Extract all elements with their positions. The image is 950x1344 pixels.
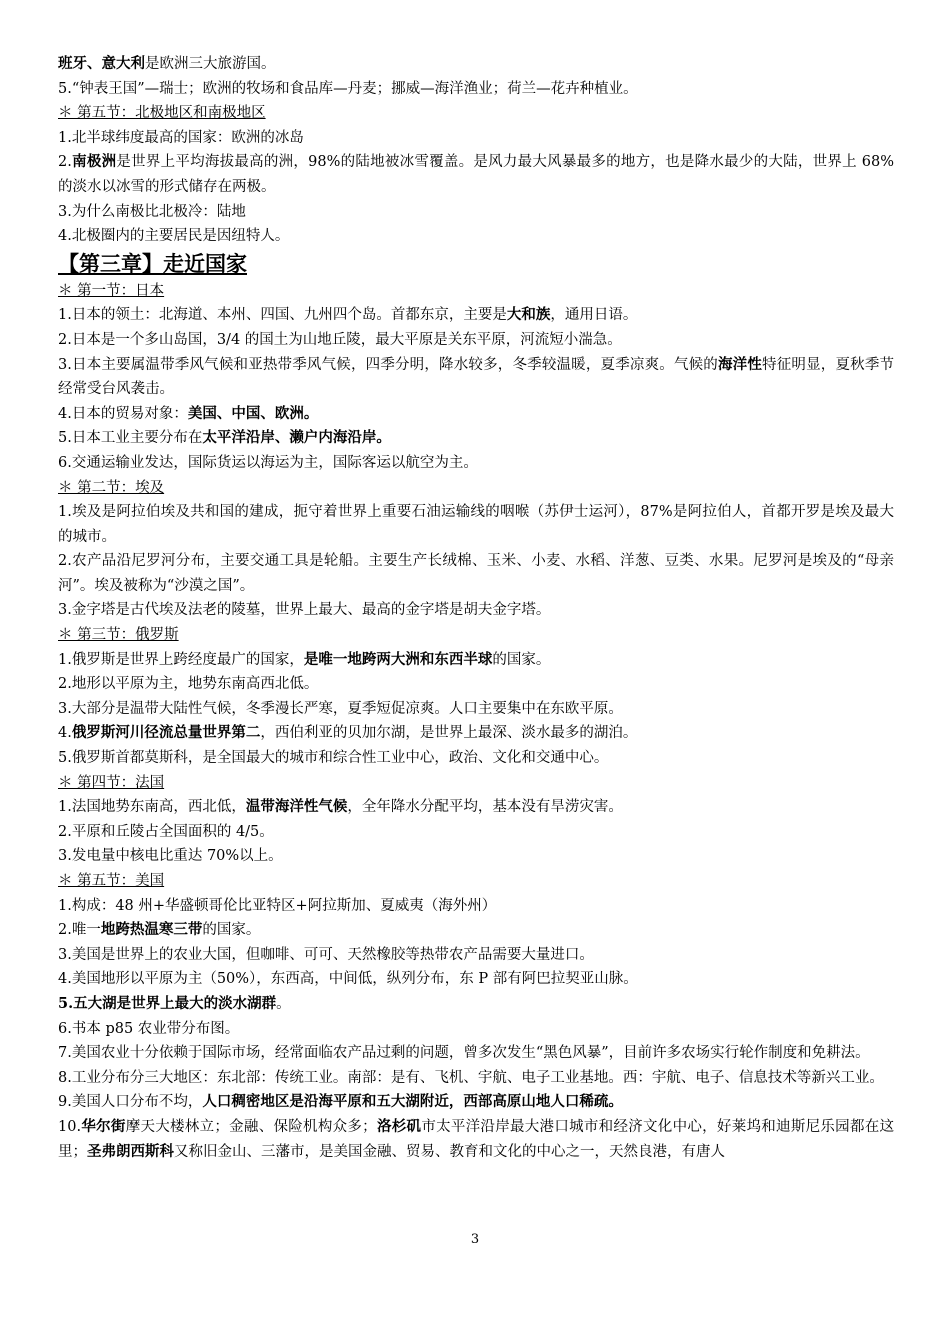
text-line xyxy=(58,224,894,249)
text-segment: 8.工业分布分三大地区：东北部：传统工业。南部：是有、飞机、宇航、电子工业基地。西：宇航、电子、信息技术等新兴工业。 xyxy=(58,1069,884,1086)
text-segment: 【第三章】走近国家 xyxy=(58,251,247,276)
bold-text: 地跨热温寒三带 xyxy=(100,921,203,939)
text-segment: 市太平洋沿岸最大港口城市和经济文化中心，好莱坞和迪斯尼乐园都在这里； xyxy=(58,1118,895,1160)
text-line xyxy=(58,402,894,427)
text-segment: 5.日本工业主要分布在 xyxy=(58,430,203,447)
text-segment: 1.日本的领土：北海道、本州、四国、九州四个岛。首都东京，主要是 xyxy=(58,307,507,324)
text-segment: 3.美国是世界上的农业大国，但咖啡、可可、天然橡胶等热带农产品需要大量进口。 xyxy=(58,946,594,963)
text-line xyxy=(58,943,894,968)
text-line xyxy=(58,918,894,943)
text-segment: ＊ 第一节：日本 xyxy=(58,282,165,299)
text-segment: 1.法国地势东南高，西北低， xyxy=(58,799,246,816)
text-segment: ，全年降水分配平均，基本没有旱涝灾害。 xyxy=(347,799,623,816)
paragraph xyxy=(58,500,894,549)
text-line xyxy=(58,328,894,353)
section-heading xyxy=(58,279,894,304)
text-segment: ，西伯利亚的贝加尔湖，是世界上最深、淡水最多的湖泊。 xyxy=(260,725,638,742)
text-segment: 2.农产品沿尼罗河分布，主要交通工具是轮船。主要生产长绒棉、玉米、小麦、水稻、洋葱、豆类、水果。尼罗河是埃及的“母亲河”。埃及被称为“沙漠之国”。 xyxy=(58,553,894,594)
text-line xyxy=(58,426,894,451)
text-line xyxy=(58,77,894,102)
text-segment: 4. xyxy=(58,725,72,742)
text-segment: ＊ 第四节：法国 xyxy=(58,774,165,791)
text-segment: 的国家。 xyxy=(202,922,261,939)
text-line xyxy=(58,598,894,623)
text-segment: ＊ 第二节：埃及 xyxy=(58,479,165,496)
chapter-heading xyxy=(58,249,894,279)
text-segment: 9.美国人口分布不均， xyxy=(58,1094,203,1111)
bold-text: 太平洋沿岸、濑户内海沿岸。 xyxy=(202,429,391,447)
bold-text: 洛杉矶 xyxy=(376,1117,422,1135)
text-line xyxy=(58,52,894,77)
text-segment: 5.俄罗斯首都莫斯科，是全国最大的城市和综合性工业中心，政治、文化和交通中心。 xyxy=(58,750,609,767)
text-line xyxy=(58,795,894,820)
text-segment: 6.书本 p85 农业带分布图。 xyxy=(58,1020,240,1037)
text-segment: 摩天大楼林立；金融、保险机构众多； xyxy=(125,1118,377,1135)
text-segment: 又称旧金山、三藩市，是美国金融、贸易、教育和文化的中心之一，天然良港，有唐人 xyxy=(174,1143,725,1160)
text-segment: 是欧洲三大旅游国。 xyxy=(145,56,276,72)
bold-text: 圣弗朗西斯科 xyxy=(87,1142,174,1160)
text-segment: 。 xyxy=(276,995,291,1012)
paragraph xyxy=(58,1066,894,1091)
bold-text: 俄罗斯河川径流总量世界第二 xyxy=(71,724,261,742)
text-segment: ＊ 第三节：俄罗斯 xyxy=(58,627,179,644)
text-segment: 特征明显，夏秋季节经常受台风袭击。 xyxy=(58,356,894,398)
text-segment: 5.“钟表王国”—瑞士；欧洲的牧场和食品库—丹麦；挪威—海洋渔业；荷兰—花卉种植业。 xyxy=(58,80,638,97)
text-segment: 6.交通运输业发达，国际货运以海运为主，国际客运以航空为主。 xyxy=(58,454,478,471)
bold-text: 是唯一地跨两大洲和东西半球 xyxy=(303,650,493,668)
text-segment: 2.平原和丘陵占全国面积的 4/5。 xyxy=(58,823,274,840)
text-line xyxy=(58,992,894,1017)
paragraph xyxy=(58,353,894,402)
text-line xyxy=(58,844,894,869)
paragraph xyxy=(58,1041,894,1066)
document-page xyxy=(58,52,894,1164)
bold-text: 温带海洋性气候 xyxy=(245,798,348,816)
text-segment: 4.美国地形以平原为主（50%），东西高，中间低，纵列分布，东 P 部有阿巴拉契亚山脉。 xyxy=(58,971,638,988)
text-segment: 3.大部分是温带大陆性气候，冬季漫长严寒，夏季短促凉爽。人口主要集中在东欧平原。 xyxy=(58,700,623,717)
text-segment: 3.金字塔是古代埃及法老的陵墓，世界上最大、最高的金字塔是胡夫金字塔。 xyxy=(58,602,551,619)
page-number: 3 xyxy=(470,1232,480,1247)
text-segment: ＊ 第五节：美国 xyxy=(58,873,165,889)
text-segment: 4.日本的贸易对象： xyxy=(58,405,188,422)
text-line xyxy=(58,451,894,476)
text-segment: ，通用日语。 xyxy=(550,307,638,324)
text-line xyxy=(58,126,894,151)
text-segment: 1.俄罗斯是世界上跨经度最广的国家， xyxy=(58,651,304,668)
section-heading xyxy=(58,623,894,648)
text-line xyxy=(58,648,894,673)
text-segment: 是世界上平均海拔最高的洲，98%的陆地被冰雪覆盖。是风力最大风暴最多的地方，也是降水最少的大陆，世界上 68%的淡水以冰雪的形式储存在两极。 xyxy=(58,154,895,195)
bold-text: 大和族 xyxy=(506,306,551,324)
text-segment: 3.日本主要属温带季风气候和亚热带季风气候，四季分明，降水较多，冬季较温暖，夏季凉爽。气候的 xyxy=(58,356,718,373)
text-segment: 10. xyxy=(58,1118,82,1135)
bold-text: 美国、中国、欧洲。 xyxy=(187,404,319,422)
section-heading xyxy=(58,476,894,501)
text-segment: 1.埃及是阿拉伯埃及共和国的建成，扼守着世界上重要石油运输线的咽喉（苏伊士运河），87%是阿拉伯人，首都开罗是埃及最大的城市。 xyxy=(58,504,894,545)
paragraph xyxy=(58,549,894,598)
text-segment: 1.构成：48 州+华盛顿哥伦比亚特区+阿拉斯加、夏威夷（海外州） xyxy=(58,897,497,914)
text-line xyxy=(58,1090,894,1115)
text-line xyxy=(58,1017,894,1042)
paragraph xyxy=(58,1115,894,1164)
section-heading xyxy=(58,101,894,126)
text-segment: 3.为什么南极比北极冷：陆地 xyxy=(58,203,246,220)
text-line xyxy=(58,721,894,746)
text-segment: 7.美国农业十分依赖于国际市场，经常面临农产品过剩的问题，曾多次发生“黑色风暴”，目前许多农场实行轮作制度和免耕法。 xyxy=(58,1045,870,1062)
bold-text: 南极洲 xyxy=(71,153,117,171)
paragraph xyxy=(58,150,894,199)
text-segment: 2.地形以平原为主，地势东南高西北低。 xyxy=(58,676,319,693)
text-segment: 2. xyxy=(58,154,72,171)
bold-text: 5.五大湖是世界上最大的淡水湖群 xyxy=(58,994,277,1012)
text-segment: 2.日本是一个多山岛国，3/4 的国土为山地丘陵，最大平原是关东平原，河流短小湍急。 xyxy=(58,331,622,348)
text-segment: 的国家。 xyxy=(492,651,551,668)
text-segment: 2.唯一 xyxy=(58,922,101,939)
text-segment: ＊ 第五节：北极地区和南极地区 xyxy=(58,105,266,122)
section-heading xyxy=(58,771,894,796)
text-line xyxy=(58,820,894,845)
text-segment: 4.北极圈内的主要居民是因纽特人。 xyxy=(58,228,290,245)
text-line xyxy=(58,894,894,919)
text-segment: 3.发电量中核电比重达 70%以上。 xyxy=(58,848,283,865)
text-line xyxy=(58,967,894,992)
text-line xyxy=(58,303,894,328)
bold-text: 海洋性 xyxy=(718,355,763,373)
bold-text: 班牙、意大利 xyxy=(58,55,145,72)
section-heading xyxy=(58,869,894,894)
text-line xyxy=(58,697,894,722)
text-segment: 1.北半球纬度最高的国家：欧洲的冰岛 xyxy=(58,129,304,146)
text-line xyxy=(58,200,894,225)
bold-text: 人口稠密地区是沿海平原和五大湖附近，西部高原山地人口稀疏。 xyxy=(202,1093,623,1111)
bold-text: 华尔街 xyxy=(81,1117,126,1135)
text-line xyxy=(58,746,894,771)
text-line xyxy=(58,672,894,697)
